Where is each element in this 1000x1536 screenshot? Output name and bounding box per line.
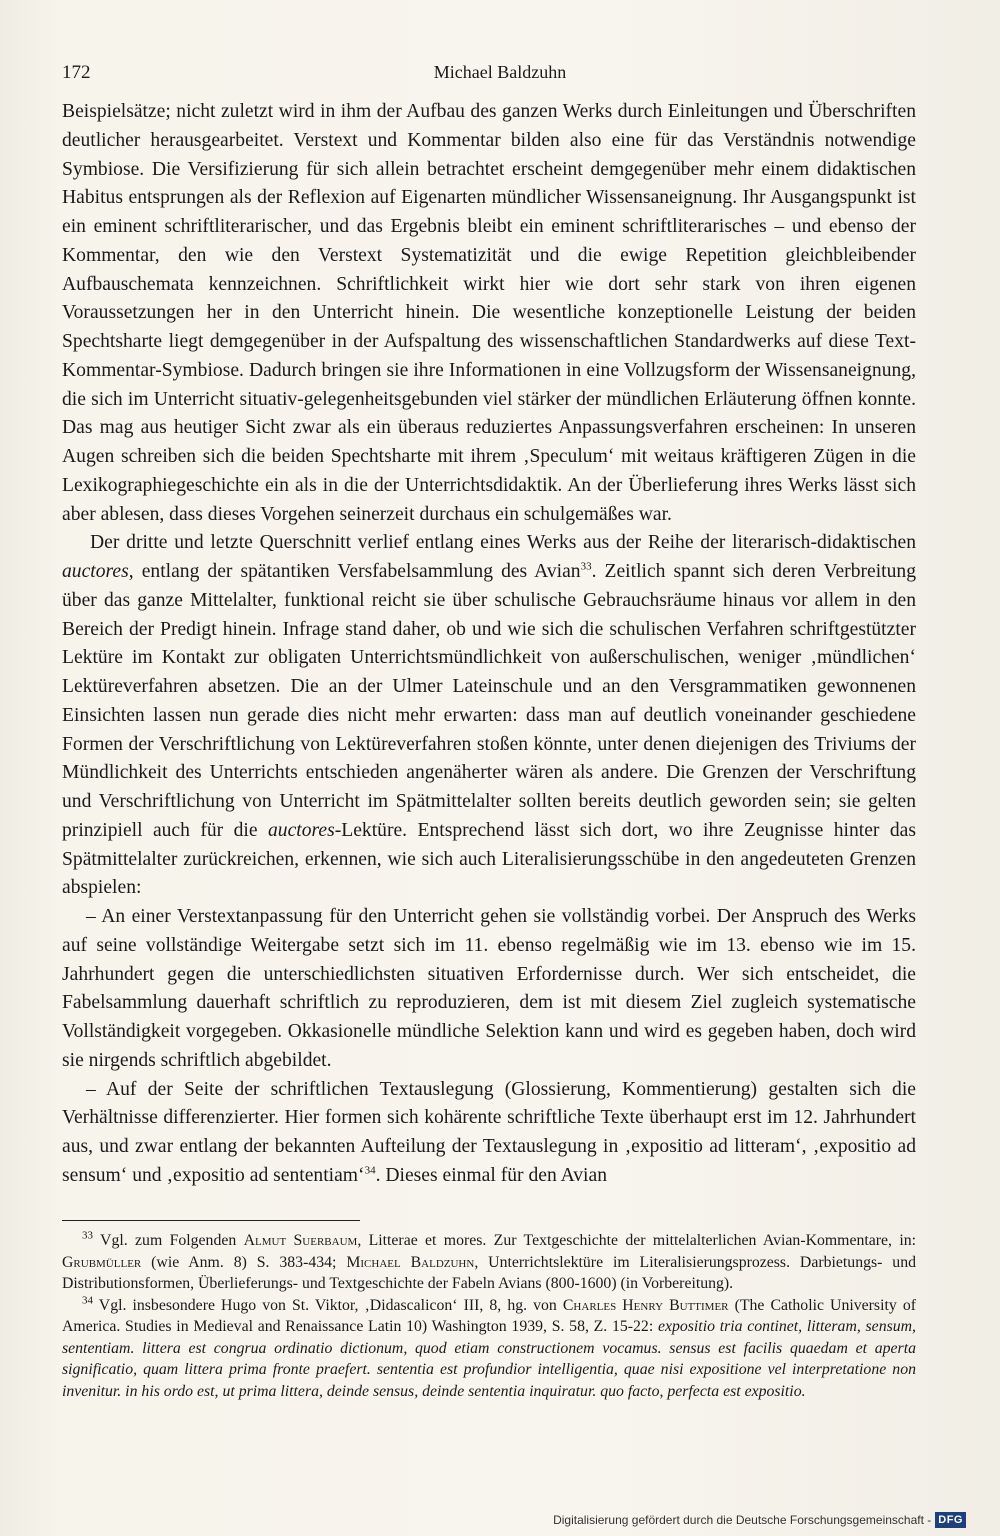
digitization-credit	[553, 1508, 966, 1532]
footnote-ref-34[interactable]: 34	[364, 1164, 376, 1177]
page-number: 172	[62, 62, 91, 83]
page-header	[62, 62, 938, 90]
footnotes	[62, 1230, 916, 1402]
footnote-ref-33[interactable]: 33	[580, 560, 592, 573]
dfg-logo: DFG	[935, 1512, 966, 1528]
footnote-34: $^{34}$ Vgl. insbesondere Hugo von St. Viktor, ‚Didascalicon‘ III, 8, hg. von Charles Henry Buttimer (The Catholic University of America. Studies in Medieval and Renaissance Latin 10) Washington 1939, S. 58, Z. 15-22: expositio tria continet, litteram, sensum, sententiam. littera est congrua ordinatio dictionum, quod etiam constructionem vocamus. sensus est facilis quaedam et aperta significatio, quam littera prima fronte praefert. sententia est profundior intelligentia, quae nisi expositione vel interpretatione non invenitur. in his ordo est, ut prima littera, deinde sensus, deinde sententia inquiratur. quo facto, perfecta est expositio.	[62, 1294, 916, 1400]
footnote-33: $^{33}$ Vgl. zum Folgenden Almut Suerbaum, Litterae et mores. Zur Textgeschichte der mittelalterlichen Avian-Kommentare, in: Grubmüller (wie Anm. 8) S. 383-434; Michael Baldzuhn, Unterrichtslektüre im Literalisierungsprozess. Darbietungs- und Distributionsformen, Überlieferungs- und Textgeschichte der Fabeln Avians (800-1600) (in Vorbereitung).	[62, 1229, 917, 1292]
paragraph-2: Der dritte und letzte Querschnitt verlief entlang eines Werks aus der Reihe der literarisch-didaktischen auctores, entlang der spätantiken Versfabelsammlung des Avian$^{33}$. Zeitlich spannt sich deren Verbreitung über das ganze Mittelalter, funktional reicht sie über schulische Gebrauchsräume hinaus vor allem in den Bereich der Predigt hinein. Infrage stand daher, ob und wie sich die schulischen Verfahren schriftgestützter Lektüre im Kontakt zur obligaten Unterrichtsmündlichkeit von außerschulischen, weniger ‚mündlichen‘ Lektüreverfahren absetzen. Die an der Ulmer Lateinschule und an den Versgrammatiken gewonnenen Einsichten lassen nun gerade dies nicht mehr erwarten: dass man auf deutlich voneinander geschiedene Formen der Verschriftlichung von Lektüreverfahren stoßen könnte, unter denen diejenigen des Triviums der Mündlichkeit des Unterrichts entschieden angenäherter wären als andere. Die Grenzen der Verschriftung und Verschriftlichung von Unterricht im Spätmittelalter sollten bereits deutlich geworden sein; sie gelten prinzipiell auch für die auctores-Lektüre. Entsprechend lässt sich dort, wo ihre Zeugnisse hinter das Spätmittelalter zurückreichen, erkennen, wie sich auch Literalisierungsschübe in den angedeuteten Grenzen abspielen:	[62, 532, 916, 899]
main-text	[62, 98, 916, 1191]
paragraph-1: Beispielsätze; nicht zuletzt wird in ihm der Aufbau des ganzen Werks durch Einleitungen und Überschriften deutlicher herausgearbeitet. Verstext und Kommentar bilden also eine für das Verständnis notwendige Symbiose. Die Versifizierung für sich allein betrachtet erscheint demgegenüber mehr einem didaktischen Habitus entsprungen als der Reflexion auf Eigenarten mündlicher Wissensaneignung. Ihr Ausgangspunkt ist ein eminent schriftliterarischer, und das Ergebnis bleibt ein eminent schriftliterarisches – und ebenso der Kommentar, den wie den Verstext Systematizität und die ewige Repetition gleichbleibender Aufbauschemata kennzeichnen. Schriftlichkeit wirkt hier wie dort sehr stark von ihren eigenen Voraussetzungen her in den Unterricht hinein. Die wesentliche konzeptionelle Leistung der beiden Spechtsharte liegt demgegenüber in der Aufspaltung des wissenschaftlichen Standardwerks auf diese Text-Kommentar-Symbiose. Dadurch bringen sie ihre Informationen in eine Vollzugsform der Wissensaneignung, die sich im Unterricht situativ-gelegenheitsgebunden viel stärker der mündlichen Erläuterung öffnen konnte. Das mag aus heutiger Sicht zwar als ein überaus reduziertes Anpassungsverfahren erscheinen: In unseren Augen schreiben sich die beiden Spechtsharte mit ihrem ‚Speculum‘ mit weitaus kräftigeren Zügen in die Lexikographiegeschichte ein als in die der Unterrichtsdidaktik. An der Überlieferung ihres Werks lässt sich aber ablesen, dass dieses Vorgehen seinerzeit durchaus ein schulgemäßes war.	[62, 101, 916, 525]
credit-text: Digitalisierung gefördert durch die Deutsche Forschungsgemeinschaft -	[553, 1513, 932, 1527]
paragraph-3: – An einer Verstextanpassung für den Unterricht gehen sie vollständig vorbei. Der Anspruch des Werks auf seine vollständige Weitergabe setzt sich im 11. ebenso regelmäßig wie im 13. ebenso wie im 15. Jahrhundert gegen die unterschiedlichsten situativen Erfordernisse durch. Wer sich entscheidet, die Fabelsammlung dauerhaft schriftlich zu reproduzieren, dem ist mit diesem Ziel zugleich systematische Vollständigkeit vorgegeben. Okkasionelle mündliche Selektion kann und wird es gegeben haben, doch wird sie nirgends schriftlich abgebildet.	[62, 906, 916, 1071]
running-head: Michael Baldzuhn	[433, 62, 567, 82]
footnote-rule	[62, 1220, 360, 1221]
paragraph-4: – Auf der Seite der schriftlichen Textauslegung (Glossierung, Kommentierung) gestalten sich die Verhältnisse differenzierter. Hier formen sich kohärente schriftliche Texte überhaupt erst im 12. Jahrhundert aus, und zwar entlang der bekannten Aufteilung der Textauslegung in ‚expositio ad litteram‘, ‚expositio ad sensum‘ und ‚expositio ad sententiam‘$^{34}$. Dieses einmal für den Avian	[62, 1078, 916, 1186]
